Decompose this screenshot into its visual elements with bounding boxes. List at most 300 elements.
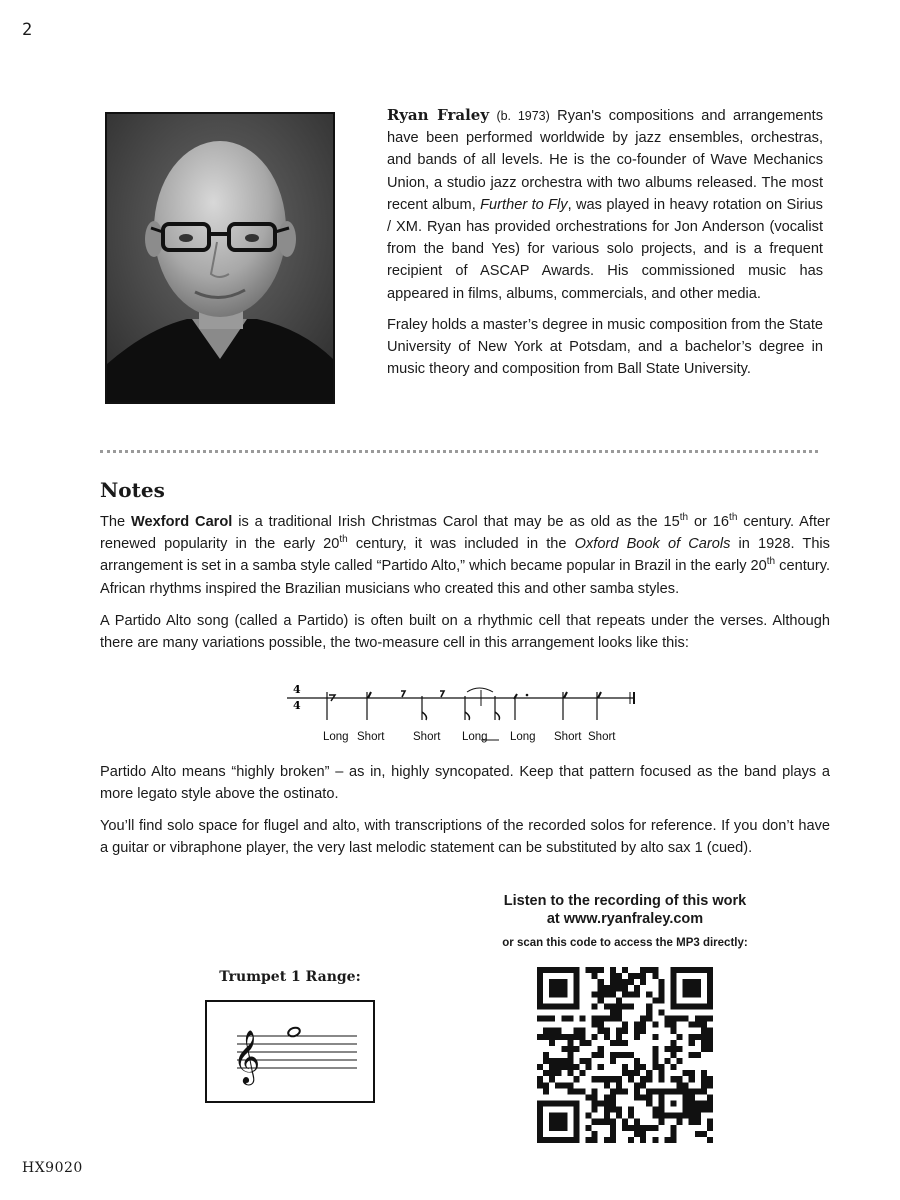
qr-module bbox=[567, 1052, 573, 1058]
notes-heading: Notes bbox=[100, 478, 165, 502]
qr-module bbox=[640, 967, 646, 973]
qr-module bbox=[616, 1107, 622, 1113]
qr-module bbox=[689, 1113, 695, 1119]
qr-module bbox=[598, 1046, 604, 1052]
qr-module bbox=[549, 979, 555, 985]
qr-module bbox=[658, 1119, 664, 1125]
qr-module bbox=[622, 979, 628, 985]
qr-module bbox=[543, 1137, 549, 1143]
qr-module bbox=[695, 1034, 701, 1040]
qr-module bbox=[707, 1094, 713, 1100]
qr-module bbox=[695, 1052, 701, 1058]
qr-module bbox=[646, 1003, 652, 1009]
rhythm-label: Short bbox=[554, 731, 582, 743]
qr-module bbox=[543, 967, 549, 973]
qr-module bbox=[549, 1070, 555, 1076]
qr-module bbox=[610, 1088, 616, 1094]
qr-module bbox=[616, 1028, 622, 1034]
qr-module bbox=[598, 1052, 604, 1058]
qr-module bbox=[683, 985, 689, 991]
qr-module bbox=[561, 979, 567, 985]
qr-module bbox=[671, 1028, 677, 1034]
qr-module bbox=[640, 1076, 646, 1082]
author-bio bbox=[387, 104, 823, 389]
qr-module bbox=[634, 1094, 640, 1100]
qr-module bbox=[664, 1016, 670, 1022]
qr-code[interactable] bbox=[537, 967, 713, 1148]
qr-module bbox=[586, 1137, 592, 1143]
qr-module bbox=[671, 1113, 677, 1119]
qr-module bbox=[622, 1040, 628, 1046]
qr-module bbox=[689, 1088, 695, 1094]
qr-module bbox=[671, 1046, 677, 1052]
qr-module bbox=[561, 1101, 567, 1107]
qr-module bbox=[586, 1040, 592, 1046]
qr-module bbox=[567, 1137, 573, 1143]
qr-module bbox=[543, 1058, 549, 1064]
qr-module bbox=[695, 1119, 701, 1125]
qr-module bbox=[549, 1058, 555, 1064]
qr-module bbox=[658, 997, 664, 1003]
qr-module bbox=[683, 1003, 689, 1009]
qr-module bbox=[622, 985, 628, 991]
qr-module bbox=[604, 1034, 610, 1040]
qr-module bbox=[707, 1119, 713, 1125]
qr-module bbox=[671, 1076, 677, 1082]
qr-module bbox=[579, 1034, 585, 1040]
qr-module bbox=[604, 1003, 610, 1009]
qr-module bbox=[555, 1113, 561, 1119]
qr-module bbox=[622, 1003, 628, 1009]
qr-module bbox=[555, 1119, 561, 1125]
qr-module bbox=[707, 1034, 713, 1040]
qr-module bbox=[537, 1034, 543, 1040]
rhythm-label: Long bbox=[510, 731, 536, 743]
qr-module bbox=[652, 973, 658, 979]
qr-module bbox=[640, 1022, 646, 1028]
qr-module bbox=[598, 1119, 604, 1125]
qr-module bbox=[707, 1082, 713, 1088]
qr-module bbox=[664, 1137, 670, 1143]
qr-module bbox=[592, 1076, 598, 1082]
qr-module bbox=[543, 1016, 549, 1022]
qr-module bbox=[701, 1028, 707, 1034]
notes-text: century, it was included in the bbox=[347, 536, 575, 553]
time-signature-bottom: 4 bbox=[293, 699, 301, 712]
qr-module bbox=[701, 1034, 707, 1040]
qr-module bbox=[707, 1101, 713, 1107]
qr-module bbox=[671, 1052, 677, 1058]
qr-module bbox=[610, 991, 616, 997]
qr-module bbox=[610, 1094, 616, 1100]
qr-module bbox=[610, 1016, 616, 1022]
notes-text: century. African rhythms inspired the Brazilian musicians who created this and other samba styles. bbox=[100, 558, 831, 597]
qr-module bbox=[537, 979, 543, 985]
qr-module bbox=[683, 1088, 689, 1094]
qr-module bbox=[616, 973, 622, 979]
notes-text: is a traditional Irish Christmas Carol that may be as old as the 15 bbox=[232, 514, 680, 530]
qr-module bbox=[549, 1034, 555, 1040]
catalog-code: HX9020 bbox=[22, 1160, 83, 1176]
notes-text: in 1928. This arrangement is set in a samba style called “Partido Alto,” which became popular in Brazil in the early 20 bbox=[100, 536, 830, 575]
qr-module bbox=[677, 1088, 683, 1094]
qr-module bbox=[677, 1082, 683, 1088]
qr-module bbox=[598, 1028, 604, 1034]
qr-module bbox=[622, 1064, 628, 1070]
qr-module bbox=[677, 1058, 683, 1064]
qr-module bbox=[640, 1082, 646, 1088]
qr-module bbox=[537, 1131, 543, 1137]
qr-module bbox=[549, 991, 555, 997]
qr-module bbox=[652, 1125, 658, 1131]
qr-module bbox=[652, 1022, 658, 1028]
qr-module bbox=[664, 1046, 670, 1052]
qr-module bbox=[592, 1094, 598, 1100]
qr-module bbox=[610, 1131, 616, 1137]
qr-module bbox=[598, 1016, 604, 1022]
qr-module bbox=[592, 1022, 598, 1028]
qr-module bbox=[579, 1028, 585, 1034]
qr-module bbox=[658, 1064, 664, 1070]
qr-module bbox=[628, 1003, 634, 1009]
qr-module bbox=[586, 967, 592, 973]
qr-module bbox=[561, 1082, 567, 1088]
qr-module bbox=[628, 1107, 634, 1113]
qr-module bbox=[628, 1137, 634, 1143]
qr-module bbox=[537, 1016, 543, 1022]
qr-module bbox=[555, 1028, 561, 1034]
range-label: Trumpet 1 Range: bbox=[219, 969, 361, 985]
qr-module bbox=[707, 991, 713, 997]
qr-module bbox=[707, 1046, 713, 1052]
qr-module bbox=[573, 1046, 579, 1052]
qr-module bbox=[537, 1064, 543, 1070]
page-number: 2 bbox=[22, 20, 33, 40]
qr-module bbox=[652, 1058, 658, 1064]
qr-module bbox=[586, 1094, 592, 1100]
qr-module bbox=[616, 1003, 622, 1009]
qr-module bbox=[652, 967, 658, 973]
qr-module bbox=[555, 991, 561, 997]
qr-module bbox=[695, 1107, 701, 1113]
qr-module bbox=[573, 1137, 579, 1143]
notes-text: century. After renewed popularity in the early 20 bbox=[100, 514, 830, 553]
qr-module bbox=[579, 1016, 585, 1022]
qr-module bbox=[628, 1076, 634, 1082]
qr-module bbox=[567, 1088, 573, 1094]
qr-module bbox=[689, 1119, 695, 1125]
qr-module bbox=[543, 1052, 549, 1058]
qr-module bbox=[646, 1070, 652, 1076]
rhythm-label: Short bbox=[357, 731, 385, 743]
qr-module bbox=[573, 1076, 579, 1082]
qr-module bbox=[628, 1052, 634, 1058]
author-name: Ryan Fraley bbox=[387, 106, 490, 124]
qr-module bbox=[658, 1009, 664, 1015]
qr-module bbox=[604, 985, 610, 991]
qr-module bbox=[610, 967, 616, 973]
qr-module bbox=[567, 1070, 573, 1076]
qr-module bbox=[573, 979, 579, 985]
qr-module bbox=[592, 1088, 598, 1094]
qr-module bbox=[592, 1016, 598, 1022]
qr-module bbox=[646, 1125, 652, 1131]
qr-module bbox=[707, 1028, 713, 1034]
qr-module bbox=[671, 1125, 677, 1131]
qr-module bbox=[610, 1137, 616, 1143]
qr-module bbox=[543, 1082, 549, 1088]
qr-module bbox=[555, 1070, 561, 1076]
qr-module bbox=[543, 1028, 549, 1034]
author-born: (b. 1973) bbox=[496, 109, 550, 123]
qr-module bbox=[658, 1101, 664, 1107]
qr-module bbox=[561, 1125, 567, 1131]
listen-url[interactable]: at www.ryanfraley.com bbox=[546, 911, 704, 927]
qr-module bbox=[634, 973, 640, 979]
qr-module bbox=[537, 1137, 543, 1143]
qr-module bbox=[549, 1101, 555, 1107]
qr-module bbox=[604, 1113, 610, 1119]
qr-module bbox=[689, 1003, 695, 1009]
qr-module bbox=[555, 979, 561, 985]
qr-module bbox=[549, 985, 555, 991]
qr-module bbox=[646, 1076, 652, 1082]
qr-module bbox=[640, 1028, 646, 1034]
qr-module bbox=[628, 979, 634, 985]
qr-module bbox=[664, 1113, 670, 1119]
qr-module bbox=[604, 1028, 610, 1034]
qr-module bbox=[707, 1016, 713, 1022]
qr-module bbox=[695, 1088, 701, 1094]
qr-module bbox=[701, 1107, 707, 1113]
qr-module bbox=[622, 1119, 628, 1125]
qr-module bbox=[622, 967, 628, 973]
qr-module bbox=[586, 1058, 592, 1064]
qr-module bbox=[537, 973, 543, 979]
qr-module bbox=[689, 979, 695, 985]
rhythm-label: Short bbox=[413, 731, 441, 743]
qr-module bbox=[573, 1125, 579, 1131]
qr-module bbox=[598, 1101, 604, 1107]
rhythm-label: Long bbox=[323, 731, 349, 743]
qr-module bbox=[689, 1076, 695, 1082]
qr-module bbox=[592, 991, 598, 997]
qr-module bbox=[646, 991, 652, 997]
qr-module bbox=[707, 973, 713, 979]
qr-module bbox=[598, 1064, 604, 1070]
qr-module bbox=[658, 1088, 664, 1094]
qr-module bbox=[598, 985, 604, 991]
superscript: th bbox=[339, 534, 348, 546]
qr-module bbox=[592, 967, 598, 973]
qr-module bbox=[604, 1137, 610, 1143]
qr-module bbox=[664, 1022, 670, 1028]
qr-module bbox=[701, 967, 707, 973]
qr-module bbox=[701, 1003, 707, 1009]
qr-module bbox=[658, 1070, 664, 1076]
qr-module bbox=[677, 1003, 683, 1009]
qr-module bbox=[537, 1101, 543, 1107]
qr-module bbox=[683, 967, 689, 973]
qr-module bbox=[561, 1046, 567, 1052]
qr-module bbox=[592, 1119, 598, 1125]
qr-module bbox=[567, 1040, 573, 1046]
qr-module bbox=[677, 1076, 683, 1082]
qr-module bbox=[640, 1137, 646, 1143]
qr-module bbox=[598, 967, 604, 973]
qr-module bbox=[652, 1034, 658, 1040]
qr-module bbox=[652, 1088, 658, 1094]
qr-module bbox=[604, 991, 610, 997]
qr-module bbox=[616, 1088, 622, 1094]
qr-module bbox=[555, 985, 561, 991]
notes-paragraph-3: Partido Alto means “highly broken” – as in, highly syncopated. Keep that pattern focused as the band plays a more legato style above the ostinato. bbox=[100, 764, 830, 803]
qr-module bbox=[658, 1094, 664, 1100]
qr-module bbox=[671, 1040, 677, 1046]
treble-clef-icon: 𝄞 bbox=[233, 1029, 261, 1083]
qr-module bbox=[701, 1131, 707, 1137]
qr-module bbox=[616, 1082, 622, 1088]
book-title: Oxford Book of Carols bbox=[574, 536, 731, 553]
qr-module bbox=[592, 1131, 598, 1137]
notes-text: The bbox=[100, 514, 132, 530]
qr-module bbox=[707, 1137, 713, 1143]
qr-module bbox=[610, 973, 616, 979]
qr-module bbox=[573, 1034, 579, 1040]
qr-module bbox=[707, 985, 713, 991]
qr-module bbox=[689, 1022, 695, 1028]
qr-module bbox=[573, 973, 579, 979]
qr-module bbox=[561, 1003, 567, 1009]
qr-module bbox=[671, 1003, 677, 1009]
qr-module bbox=[604, 1082, 610, 1088]
qr-module bbox=[652, 1113, 658, 1119]
qr-module bbox=[634, 1070, 640, 1076]
qr-module bbox=[646, 1101, 652, 1107]
bio-paragraph-1 bbox=[387, 104, 823, 305]
qr-module bbox=[573, 997, 579, 1003]
qr-module bbox=[573, 1131, 579, 1137]
qr-module bbox=[658, 1076, 664, 1082]
qr-module bbox=[640, 973, 646, 979]
qr-module bbox=[610, 1107, 616, 1113]
qr-module bbox=[622, 1088, 628, 1094]
qr-module bbox=[586, 1064, 592, 1070]
rhythm-label: Short bbox=[588, 731, 616, 743]
qr-module bbox=[683, 1082, 689, 1088]
time-signature-top: 4 bbox=[293, 683, 301, 696]
qr-module bbox=[598, 991, 604, 997]
qr-module bbox=[695, 985, 701, 991]
qr-module bbox=[671, 991, 677, 997]
qr-module bbox=[537, 1107, 543, 1113]
carol-title: Wexford Carol bbox=[131, 514, 233, 530]
qr-module bbox=[561, 1137, 567, 1143]
qr-module bbox=[695, 1131, 701, 1137]
qr-module bbox=[549, 1040, 555, 1046]
qr-module bbox=[658, 991, 664, 997]
qr-module bbox=[677, 1119, 683, 1125]
qr-module bbox=[604, 1119, 610, 1125]
qr-module bbox=[634, 1034, 640, 1040]
qr-module bbox=[592, 1003, 598, 1009]
qr-module bbox=[537, 1125, 543, 1131]
qr-module bbox=[652, 1052, 658, 1058]
qr-module bbox=[573, 991, 579, 997]
qr-module bbox=[567, 1101, 573, 1107]
notes-paragraph-4: You’ll find solo space for flugel and alto, with transcriptions of the recorded solos for reference. If you don’t have a guitar or vibraphone player, the very last melodic statement can be substituted by alto sax 1 (cued). bbox=[100, 818, 830, 857]
qr-module bbox=[640, 1064, 646, 1070]
bio-paragraph-2: Fraley holds a master’s degree in music composition from the State University of New York at Potsdam, and a bachelor’s degree in music theory and composition from Ball State University. bbox=[387, 316, 823, 378]
qr-module bbox=[616, 985, 622, 991]
qr-module bbox=[652, 997, 658, 1003]
qr-module bbox=[592, 1034, 598, 1040]
qr-module bbox=[567, 1034, 573, 1040]
qr-module bbox=[677, 1016, 683, 1022]
qr-module bbox=[634, 1082, 640, 1088]
qr-module bbox=[610, 985, 616, 991]
notes-paragraph-1 bbox=[100, 511, 830, 600]
qr-module bbox=[701, 1088, 707, 1094]
qr-module bbox=[683, 1113, 689, 1119]
listen-line-1: Listen to the recording of this work bbox=[503, 893, 747, 909]
qr-module bbox=[610, 979, 616, 985]
qr-module bbox=[634, 1022, 640, 1028]
qr-module bbox=[561, 991, 567, 997]
qr-module bbox=[646, 967, 652, 973]
qr-module bbox=[695, 967, 701, 973]
qr-module bbox=[701, 1040, 707, 1046]
qr-module bbox=[695, 1003, 701, 1009]
qr-module bbox=[555, 967, 561, 973]
qr-module bbox=[567, 1064, 573, 1070]
listen-scan-text: or scan this code to access the MP3 directly: bbox=[502, 937, 748, 949]
qr-module bbox=[707, 1125, 713, 1131]
qr-module bbox=[598, 979, 604, 985]
qr-module bbox=[701, 1070, 707, 1076]
qr-module bbox=[561, 1064, 567, 1070]
qr-module bbox=[610, 1003, 616, 1009]
qr-module bbox=[634, 1125, 640, 1131]
qr-module bbox=[555, 1064, 561, 1070]
qr-module bbox=[616, 1113, 622, 1119]
qr-module bbox=[549, 1113, 555, 1119]
qr-module bbox=[652, 1064, 658, 1070]
qr-module bbox=[646, 1088, 652, 1094]
qr-module bbox=[549, 1137, 555, 1143]
qr-module bbox=[561, 1113, 567, 1119]
qr-module bbox=[671, 1137, 677, 1143]
qr-module bbox=[683, 1070, 689, 1076]
qr-module bbox=[567, 1016, 573, 1022]
qr-module bbox=[610, 1076, 616, 1082]
qr-module bbox=[561, 1119, 567, 1125]
qr-module bbox=[537, 1076, 543, 1082]
qr-module bbox=[683, 1101, 689, 1107]
qr-module bbox=[537, 991, 543, 997]
qr-module bbox=[677, 1113, 683, 1119]
qr-module bbox=[640, 1016, 646, 1022]
qr-module bbox=[701, 1082, 707, 1088]
qr-module bbox=[695, 979, 701, 985]
qr-module bbox=[573, 967, 579, 973]
qr-module bbox=[555, 1125, 561, 1131]
qr-module bbox=[537, 997, 543, 1003]
qr-module bbox=[634, 991, 640, 997]
qr-module bbox=[561, 985, 567, 991]
qr-module bbox=[707, 979, 713, 985]
qr-module bbox=[683, 979, 689, 985]
